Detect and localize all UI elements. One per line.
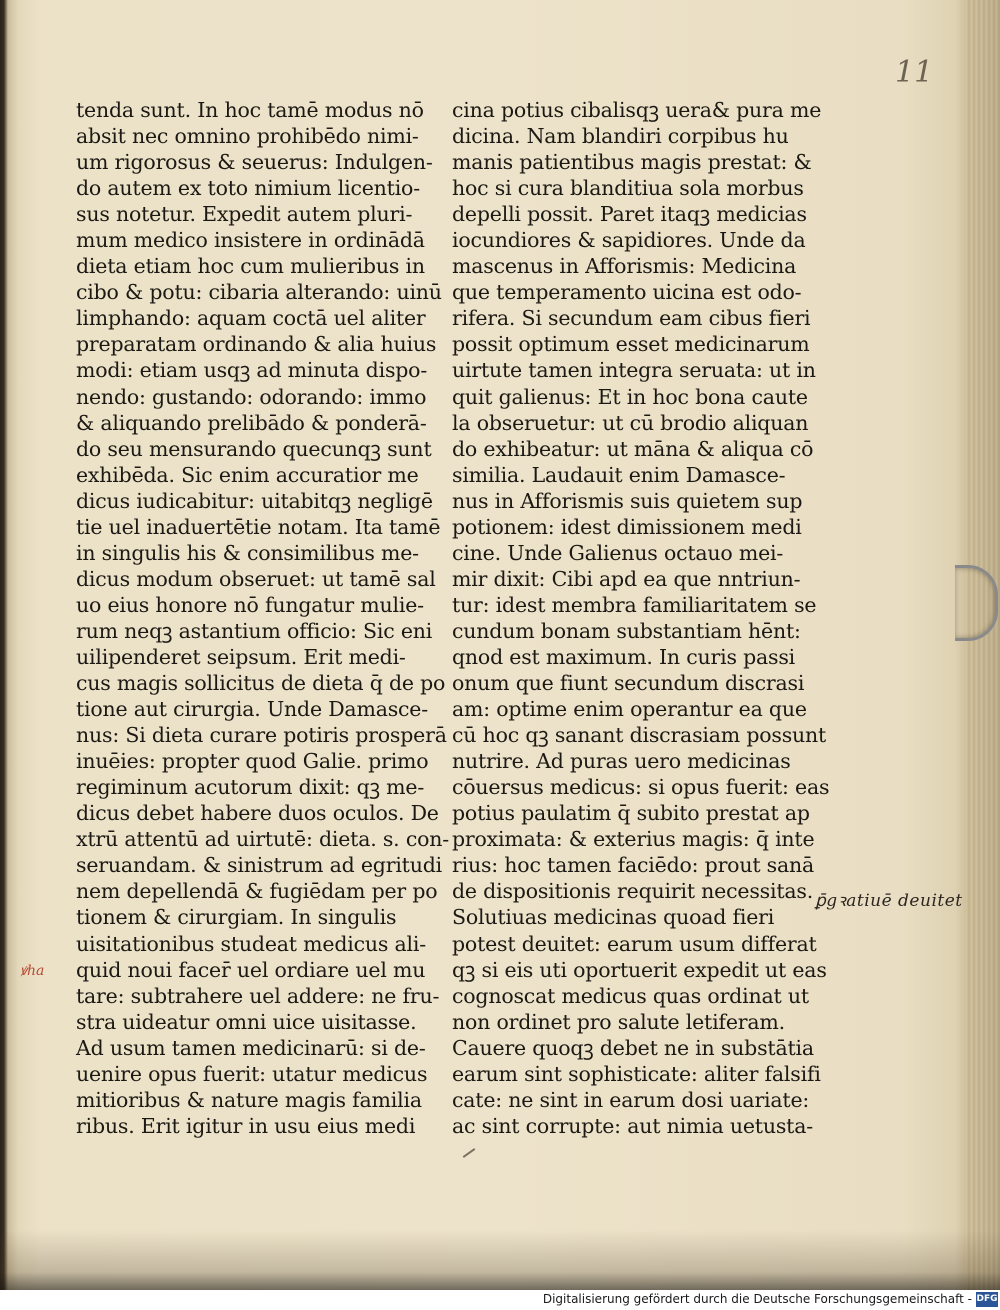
right-column-line: cate: ne sint in earum dosi uariate:	[452, 1087, 810, 1112]
right-column-line: rifera. Si secundum eam cibus fieri	[452, 306, 811, 331]
left-column-line: dieta etiam hoc cum mulieribus in	[76, 254, 425, 279]
right-column-line: que temperamento uicina est odo-	[452, 280, 802, 305]
left-column-line: regiminum acutorum dixit: qꝫ me-	[76, 775, 425, 800]
right-column-line: cōuersus medicus: si opus fuerit: eas	[452, 775, 830, 800]
footer-bar	[0, 1290, 1000, 1310]
right-column-line: do exhibeatur: ut māna & aliqua cō	[452, 436, 814, 461]
right-column-line: qnod est maximum. In curis passi	[452, 644, 796, 669]
right-column-line: cine. Unde Galienus octauo mei-	[452, 540, 784, 565]
left-column-line: cus magis sollicitus de dieta q̄ de po	[76, 671, 446, 696]
right-column-line: mir dixit: Cibi apd ea que nntriun-	[452, 566, 801, 591]
right-column-line: la obseruetur: ut cū brodio aliquan	[452, 410, 809, 435]
left-column-line: uo eius honore nō fungatur mulie-	[76, 592, 424, 617]
right-column-line: nus in Afforismis suis quietem sup	[452, 488, 803, 513]
folio-mark: 11	[895, 55, 934, 90]
right-column-line: earum sint sophisticate: aliter falsifi	[452, 1061, 821, 1086]
right-text-column	[452, 97, 830, 1139]
left-column-line: tie uel inaduertētie notam. Ita tamē	[76, 514, 441, 539]
right-column-line: de dispositionis requirit necessitas.	[452, 879, 814, 904]
left-column-line: modi: etiam usqꝫ ad minuta dispo-	[76, 358, 428, 383]
left-column-line: preparatam ordinando & alia huius	[76, 332, 437, 357]
left-column-line: & aliquando prelibādo & ponderā-	[76, 410, 427, 435]
left-column-line: quid noui facer̄ uel ordiare uel mu	[76, 957, 426, 982]
right-column-line: Cauere quoqꝫ debet ne in substātia	[452, 1035, 814, 1060]
right-column-line: quit galienus: Et in hoc bona caute	[452, 384, 808, 409]
left-column-line: sus notetur. Expedit autem pluri-	[76, 202, 413, 227]
left-column-line: cibo & potu: cibaria alterando: uinū	[76, 280, 442, 305]
right-column-line: ac sint corrupte: aut nimia uetusta-	[452, 1113, 813, 1138]
ink-stroke	[463, 1148, 476, 1158]
right-column-line: nutrire. Ad puras uero medicinas	[452, 749, 791, 774]
margin-note-right: ꝑ̄gꝛatiuē deuitet	[815, 891, 963, 911]
left-column-line: uisitationibus studeat medicus ali-	[76, 931, 426, 956]
footer-credit: Digitalisierung gefördert durch die Deutsche Forschungsgemeinschaft -	[542, 1292, 972, 1306]
right-column-line: depelli possit. Paret itaqꝫ medicias	[452, 202, 807, 227]
right-column-line: manis patientibus magis prestat: &	[452, 150, 812, 175]
left-column-line: limphando: aquam coctā uel aliter	[76, 306, 426, 331]
left-column-line: mum medico insistere in ordinādā	[76, 228, 425, 253]
left-column-line: xtrū attentū ad uirtutē: dieta. s. con-	[76, 827, 449, 852]
left-column-line: dicus iudicabitur: uitabitqꝫ negligē	[76, 488, 433, 513]
left-column-line: uilipenderet seipsum. Erit medi-	[76, 644, 406, 669]
left-column-line: dicus debet habere duos oculos. De	[76, 801, 439, 826]
right-column-line: mascenus in Afforismis: Medicina	[452, 254, 797, 279]
left-column-line: inuēies: propter quod Galie. primo	[76, 749, 429, 774]
page-shadow	[0, 1230, 1000, 1290]
left-column-line: do seu mensurando quecunqꝫ sunt	[76, 436, 432, 461]
dfg-logo: DFG	[976, 1292, 998, 1307]
right-column-line: potest deuitet: earum usum differat	[452, 931, 817, 956]
left-column-line: rum neqꝫ astantium officio: Sic eni	[76, 618, 433, 643]
left-column-line: uenire opus fuerit: utatur medicus	[76, 1061, 428, 1086]
right-column-line: non ordinet pro salute letiferam.	[452, 1009, 785, 1034]
right-column-line: iocundiores & sapidiores. Unde da	[452, 228, 806, 253]
right-column-line: hoc si cura blanditiua sola morbus	[452, 176, 804, 201]
right-column-line: cū hoc qꝫ sanant discrasiam possunt	[452, 723, 827, 748]
right-column-line: am: optime enim operantur ea que	[452, 697, 807, 722]
left-column-line: stra uideatur omni uice uisitasse.	[76, 1009, 417, 1034]
right-column-line: dicina. Nam blandiri corpibus hu	[452, 124, 789, 149]
left-column-line: tione aut cirurgia. Unde Damasce-	[76, 697, 428, 722]
left-column-line: nem depellendā & fugiēdam per po	[76, 879, 438, 904]
left-column-line: do autem ex toto nimium licentio-	[76, 176, 420, 201]
right-column-line: similia. Laudauit enim Damasce-	[452, 462, 786, 487]
right-column-line: uirtute tamen integra seruata: ut in	[452, 358, 816, 383]
right-column-line: possit optimum esset medicinarum	[452, 332, 810, 357]
right-column-line: proximata: & exterius magis: q̄ inte	[452, 827, 815, 852]
left-column-line: seruandam. & sinistrum ad egritudi	[76, 853, 443, 878]
right-column-line: cina potius cibalisqꝫ uera& pura me	[452, 98, 822, 122]
left-column-line: nendo: gustando: odorando: immo	[76, 384, 427, 409]
page-edge	[966, 0, 1000, 1290]
margin-note-left: ꝟha	[20, 963, 45, 979]
left-column-line: in singulis his & consimilibus me-	[76, 540, 419, 565]
right-column-line: tur: idest membra familiaritatem se	[452, 592, 817, 617]
left-column-line: tare: subtrahere uel addere: ne fru-	[76, 983, 440, 1008]
left-text-column	[76, 97, 449, 1139]
left-column-line: tionem & cirurgiam. In singulis	[76, 905, 397, 930]
left-column-line: absit nec omnino prohibēdo nimi-	[76, 124, 419, 149]
left-column-line: ribus. Erit igitur in usu eius medi	[76, 1113, 416, 1138]
right-column-line: potionem: idest dimissionem medi	[452, 514, 802, 539]
left-column-line: mitioribus & nature magis familia	[76, 1087, 422, 1112]
right-column-line: rius: hoc tamen faciēdo: prout sanā	[452, 853, 815, 878]
left-column-line: nus: Si dieta curare potiris prosperā	[76, 723, 447, 748]
right-column-line: onum que fiunt secundum discrasi	[452, 671, 805, 696]
right-column-line: Solutiuas medicinas quoad fieri	[452, 905, 775, 930]
right-column-line: qꝫ si eis uti oportuerit expedit ut eas	[452, 957, 827, 982]
left-column-line: Ad usum tamen medicinarū: si de-	[76, 1035, 426, 1060]
right-column-line: cognoscat medicus quas ordinat ut	[452, 983, 809, 1008]
left-column-line: exhibēda. Sic enim accuratior me	[76, 462, 419, 487]
right-column-line: potius paulatim q̄ subito prestat ap	[452, 801, 810, 826]
left-column-line: um rigorosus & seuerus: Indulgen-	[76, 150, 433, 175]
left-column-line: dicus modum obseruet: ut tamē sal	[76, 566, 436, 591]
right-column-line: cundum bonam substantiam hēnt:	[452, 618, 801, 643]
left-column-line: tenda sunt. In hoc tamē modus nō	[76, 98, 424, 122]
